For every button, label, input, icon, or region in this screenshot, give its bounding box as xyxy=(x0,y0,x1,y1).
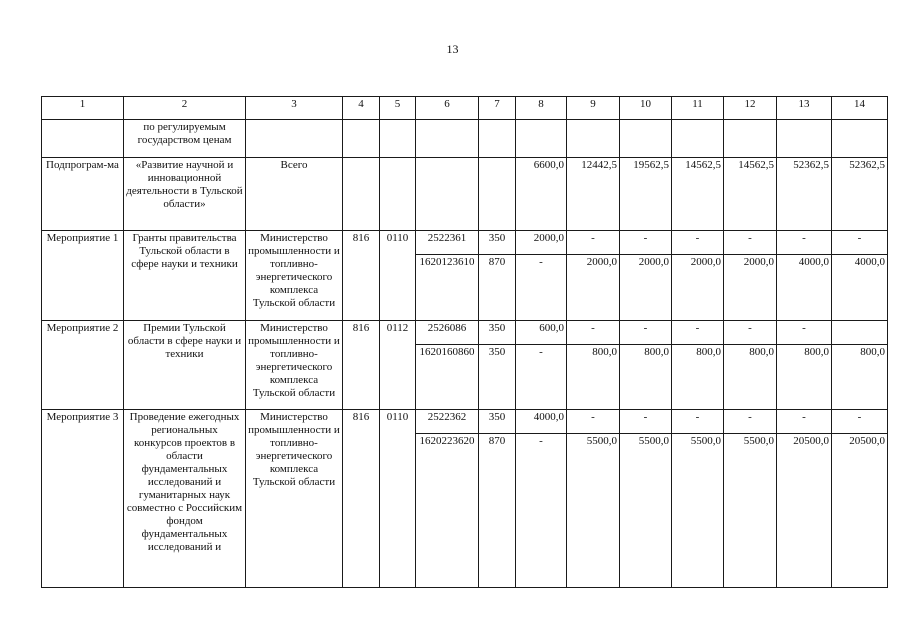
event-value: - xyxy=(567,409,620,433)
event-value: - xyxy=(516,434,567,588)
header-row xyxy=(42,97,888,120)
event-grbs: 816 xyxy=(343,230,380,321)
event-value: 800,0 xyxy=(672,345,724,409)
empty-cell xyxy=(620,120,672,158)
subprogram-row xyxy=(42,158,888,230)
event-value: - xyxy=(620,409,672,433)
page-number: 13 xyxy=(446,42,459,56)
event-vr: 350 xyxy=(479,230,516,254)
event-value: 2000,0 xyxy=(620,254,672,320)
event-value: - xyxy=(832,230,888,254)
event-executor: Министерство промышленности и топливно-энергетического комплекса Тульской области xyxy=(246,409,343,587)
event-value: - xyxy=(777,230,832,254)
subprogram-value: 19562,5 xyxy=(620,158,672,230)
event-value: - xyxy=(724,409,777,433)
event-vr: 870 xyxy=(479,434,516,588)
column-header: 11 xyxy=(672,97,724,120)
event-value: 4000,0 xyxy=(832,254,888,320)
event-value: 2000,0 xyxy=(724,254,777,320)
empty-cell xyxy=(724,120,777,158)
event-value: 800,0 xyxy=(724,345,777,409)
event-csr: 2522361 xyxy=(416,230,479,254)
column-header: 12 xyxy=(724,97,777,120)
event-vr: 350 xyxy=(479,409,516,433)
column-header: 13 xyxy=(777,97,832,120)
event-value: 4000,0 xyxy=(516,409,567,433)
continuation-row xyxy=(42,120,888,158)
event-vr: 350 xyxy=(479,345,516,409)
continuation-description: по регулируемым государством ценам xyxy=(124,120,246,158)
event-grbs: 816 xyxy=(343,321,380,410)
event-value: 5500,0 xyxy=(724,434,777,588)
event-csr: 2522362 xyxy=(416,409,479,433)
event-value: - xyxy=(620,321,672,345)
column-header: 2 xyxy=(124,97,246,120)
event-value: - xyxy=(832,409,888,433)
subprogram-title: «Развитие научной и инновационной деятельности в Тульской области» xyxy=(124,158,246,230)
event-value: 600,0 xyxy=(516,321,567,345)
event-value: - xyxy=(672,230,724,254)
event-value: - xyxy=(567,321,620,345)
event-row xyxy=(42,321,888,345)
event-csr: 1620123610 xyxy=(416,254,479,320)
event-value: 20500,0 xyxy=(777,434,832,588)
event-row xyxy=(42,230,888,254)
event-value: - xyxy=(777,321,832,345)
subprogram-value: 14562,5 xyxy=(724,158,777,230)
event-vr: 350 xyxy=(479,321,516,345)
event-csr: 1620160860 xyxy=(416,345,479,409)
event-value: - xyxy=(724,321,777,345)
event-section: 0112 xyxy=(380,321,416,410)
event-section: 0110 xyxy=(380,409,416,587)
event-value: 2000,0 xyxy=(567,254,620,320)
event-title: Гранты правительства Тульской области в сфере науки и техники xyxy=(124,230,246,321)
event-title: Премии Тульской области в сфере науки и техники xyxy=(124,321,246,410)
budget-table xyxy=(41,96,888,588)
empty-cell xyxy=(380,120,416,158)
empty-cell xyxy=(246,120,343,158)
empty-cell xyxy=(832,120,888,158)
empty-cell xyxy=(416,120,479,158)
event-executor: Министерство промышленности и топливно-энергетического комплекса Тульской области xyxy=(246,230,343,321)
subprogram-value: 12442,5 xyxy=(567,158,620,230)
event-csr: 2526086 xyxy=(416,321,479,345)
event-value: 800,0 xyxy=(567,345,620,409)
event-value: - xyxy=(516,345,567,409)
event-value: 2000,0 xyxy=(672,254,724,320)
event-vr: 870 xyxy=(479,254,516,320)
empty-cell xyxy=(42,120,124,158)
empty-cell xyxy=(479,120,516,158)
column-header: 6 xyxy=(416,97,479,120)
event-section: 0110 xyxy=(380,230,416,321)
event-value: - xyxy=(672,321,724,345)
event-value: 2000,0 xyxy=(516,230,567,254)
event-value: 5500,0 xyxy=(567,434,620,588)
column-header: 10 xyxy=(620,97,672,120)
event-value: 800,0 xyxy=(777,345,832,409)
event-value: - xyxy=(672,409,724,433)
empty-cell xyxy=(777,120,832,158)
subprogram-executor: Всего xyxy=(246,158,343,230)
event-value: 20500,0 xyxy=(832,434,888,588)
event-value: 800,0 xyxy=(832,345,888,409)
event-value: - xyxy=(777,409,832,433)
empty-cell xyxy=(343,158,380,230)
event-value: 5500,0 xyxy=(620,434,672,588)
column-header: 3 xyxy=(246,97,343,120)
event-value: - xyxy=(516,254,567,320)
event-executor: Министерство промышленности и топливно-энергетического комплекса Тульской области xyxy=(246,321,343,410)
empty-cell xyxy=(672,120,724,158)
event-label: Мероприятие 2 xyxy=(42,321,124,410)
event-value: - xyxy=(620,230,672,254)
empty-cell xyxy=(380,158,416,230)
event-value: 800,0 xyxy=(620,345,672,409)
empty-cell xyxy=(567,120,620,158)
column-header: 1 xyxy=(42,97,124,120)
event-value: - xyxy=(724,230,777,254)
column-header: 7 xyxy=(479,97,516,120)
subprogram-label: Подпрограм-ма xyxy=(42,158,124,230)
empty-cell xyxy=(343,120,380,158)
subprogram-value: 14562,5 xyxy=(672,158,724,230)
empty-cell xyxy=(479,158,516,230)
event-value: - xyxy=(567,230,620,254)
event-label: Мероприятие 3 xyxy=(42,409,124,587)
subprogram-value: 6600,0 xyxy=(516,158,567,230)
column-header: 9 xyxy=(567,97,620,120)
event-value: 5500,0 xyxy=(672,434,724,588)
event-grbs: 816 xyxy=(343,409,380,587)
empty-cell xyxy=(416,158,479,230)
event-title: Проведение ежегодных региональных конкурсов проектов в области фундаментальных исследований и гуманитарных наук совместно с Российским фондом фундаментальных исследований и xyxy=(124,409,246,587)
event-row xyxy=(42,409,888,433)
column-header: 8 xyxy=(516,97,567,120)
column-header: 14 xyxy=(832,97,888,120)
subprogram-value: 52362,5 xyxy=(832,158,888,230)
event-label: Мероприятие 1 xyxy=(42,230,124,321)
event-value: 4000,0 xyxy=(777,254,832,320)
subprogram-value: 52362,5 xyxy=(777,158,832,230)
event-value xyxy=(832,321,888,345)
column-header: 5 xyxy=(380,97,416,120)
empty-cell xyxy=(516,120,567,158)
event-csr: 1620223620 xyxy=(416,434,479,588)
column-header: 4 xyxy=(343,97,380,120)
